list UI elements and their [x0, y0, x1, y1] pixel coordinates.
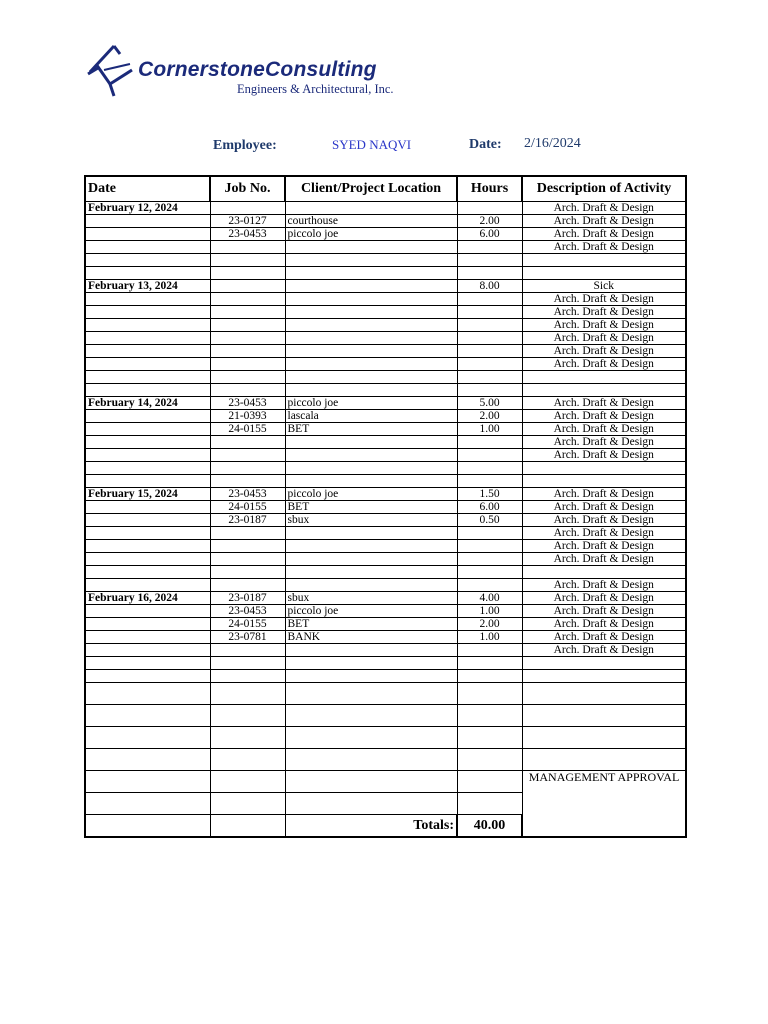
row-date [85, 215, 210, 228]
row-hours [457, 553, 522, 566]
row-client-location: piccolo joe [285, 397, 457, 410]
row-client-location [285, 436, 457, 449]
row-hours [457, 449, 522, 462]
table-row [85, 254, 686, 267]
row-date [85, 436, 210, 449]
row-job-no: 24-0155 [210, 423, 285, 436]
row-description [522, 475, 686, 488]
row-description: Arch. Draft & Design [522, 514, 686, 527]
row-hours [457, 293, 522, 306]
row-hours: 8.00 [457, 280, 522, 293]
row-client-location: piccolo joe [285, 488, 457, 501]
row-date [85, 332, 210, 345]
row-date [85, 384, 210, 397]
row-date [85, 241, 210, 254]
row-description: Arch. Draft & Design [522, 501, 686, 514]
row-hours [457, 436, 522, 449]
row-hours: 6.00 [457, 228, 522, 241]
row-description: Arch. Draft & Design [522, 527, 686, 540]
table-row [85, 540, 686, 553]
row-date [85, 267, 210, 280]
date-label: Date: [469, 137, 502, 152]
timesheet-table [84, 175, 687, 838]
row-description [522, 670, 686, 683]
row-hours [457, 475, 522, 488]
table-row [85, 501, 686, 514]
blank-row [85, 727, 686, 749]
row-hours [457, 579, 522, 592]
row-hours [457, 306, 522, 319]
table-row [85, 202, 686, 215]
table-row [85, 631, 686, 644]
col-header-job-no: Job No. [210, 176, 285, 202]
table-row [85, 592, 686, 605]
row-job-no [210, 475, 285, 488]
row-hours [457, 566, 522, 579]
employee-label: Employee: [213, 138, 277, 153]
row-client-location: lascala [285, 410, 457, 423]
row-job-no [210, 449, 285, 462]
date-value: 2/16/2024 [524, 136, 581, 151]
row-client-location [285, 241, 457, 254]
row-description: Arch. Draft & Design [522, 488, 686, 501]
row-description: Arch. Draft & Design [522, 423, 686, 436]
col-header-description: Description of Activity [522, 176, 686, 202]
row-description: Arch. Draft & Design [522, 540, 686, 553]
table-row [85, 657, 686, 670]
row-job-no [210, 371, 285, 384]
table-row [85, 306, 686, 319]
row-job-no [210, 202, 285, 215]
row-job-no: 23-0453 [210, 488, 285, 501]
row-description [522, 267, 686, 280]
timesheet-body [85, 202, 686, 683]
row-client-location: courthouse [285, 215, 457, 228]
row-hours [457, 332, 522, 345]
row-description [522, 566, 686, 579]
row-hours: 0.50 [457, 514, 522, 527]
row-date [85, 618, 210, 631]
row-date [85, 371, 210, 384]
table-row [85, 579, 686, 592]
row-hours: 6.00 [457, 501, 522, 514]
table-row [85, 267, 686, 280]
row-client-location [285, 644, 457, 657]
row-date [85, 254, 210, 267]
blank-row [85, 749, 686, 771]
row-hours: 1.00 [457, 423, 522, 436]
row-date [85, 449, 210, 462]
table-row [85, 605, 686, 618]
row-date: February 16, 2024 [85, 592, 210, 605]
row-job-no: 24-0155 [210, 618, 285, 631]
row-hours: 2.00 [457, 618, 522, 631]
row-date [85, 527, 210, 540]
row-date [85, 293, 210, 306]
row-job-no [210, 319, 285, 332]
row-date [85, 514, 210, 527]
table-row [85, 410, 686, 423]
row-job-no [210, 436, 285, 449]
blank-row [85, 705, 686, 727]
totals-value: 40.00 [457, 815, 522, 838]
row-job-no: 23-0453 [210, 228, 285, 241]
cornerstone-logo-icon [84, 40, 144, 100]
row-hours [457, 345, 522, 358]
table-row [85, 449, 686, 462]
table-row [85, 514, 686, 527]
row-hours [457, 371, 522, 384]
row-date: February 15, 2024 [85, 488, 210, 501]
row-client-location [285, 566, 457, 579]
row-description: Arch. Draft & Design [522, 319, 686, 332]
row-client-location: BET [285, 618, 457, 631]
row-job-no: 23-0187 [210, 514, 285, 527]
row-description: Arch. Draft & Design [522, 436, 686, 449]
row-date [85, 358, 210, 371]
table-row [85, 553, 686, 566]
company-name: CornerstoneConsulting [138, 58, 377, 81]
row-job-no: 23-0187 [210, 592, 285, 605]
row-hours [457, 267, 522, 280]
table-row [85, 319, 686, 332]
table-row [85, 566, 686, 579]
table-row [85, 280, 686, 293]
row-hours: 2.00 [457, 410, 522, 423]
row-client-location [285, 384, 457, 397]
row-date [85, 553, 210, 566]
row-date [85, 657, 210, 670]
row-description: Arch. Draft & Design [522, 293, 686, 306]
row-description: Sick [522, 280, 686, 293]
row-date [85, 228, 210, 241]
row-description [522, 462, 686, 475]
row-date [85, 306, 210, 319]
row-client-location: piccolo joe [285, 228, 457, 241]
totals-label: Totals: [285, 815, 457, 838]
row-hours [457, 202, 522, 215]
employee-name: SYED NAQVI [332, 137, 412, 152]
row-description: Arch. Draft & Design [522, 631, 686, 644]
row-date [85, 540, 210, 553]
row-date [85, 475, 210, 488]
col-header-hours: Hours [457, 176, 522, 202]
row-date [85, 605, 210, 618]
row-hours: 1.50 [457, 488, 522, 501]
row-job-no [210, 332, 285, 345]
blank-row [85, 683, 686, 705]
row-hours [457, 657, 522, 670]
row-date [85, 423, 210, 436]
row-date [85, 579, 210, 592]
row-client-location [285, 332, 457, 345]
row-client-location [285, 202, 457, 215]
row-client-location [285, 345, 457, 358]
blank-row [85, 771, 686, 793]
table-row [85, 397, 686, 410]
row-client-location [285, 293, 457, 306]
row-job-no [210, 254, 285, 267]
row-job-no [210, 579, 285, 592]
row-description: Arch. Draft & Design [522, 241, 686, 254]
row-hours [457, 241, 522, 254]
table-row [85, 618, 686, 631]
table-row [85, 670, 686, 683]
row-hours: 4.00 [457, 592, 522, 605]
table-row [85, 358, 686, 371]
table-row [85, 215, 686, 228]
table-row [85, 423, 686, 436]
row-hours [457, 527, 522, 540]
row-date [85, 319, 210, 332]
row-description: Arch. Draft & Design [522, 202, 686, 215]
row-date [85, 631, 210, 644]
row-job-no: 23-0781 [210, 631, 285, 644]
row-description [522, 371, 686, 384]
row-client-location [285, 371, 457, 384]
row-job-no [210, 566, 285, 579]
row-description: Arch. Draft & Design [522, 397, 686, 410]
row-date: February 12, 2024 [85, 202, 210, 215]
company-subtitle: Engineers & Architectural, Inc. [237, 82, 394, 96]
row-description: Arch. Draft & Design [522, 228, 686, 241]
row-description: Arch. Draft & Design [522, 553, 686, 566]
table-row [85, 488, 686, 501]
row-job-no: 24-0155 [210, 501, 285, 514]
row-job-no [210, 670, 285, 683]
row-client-location [285, 579, 457, 592]
row-date [85, 644, 210, 657]
row-client-location [285, 670, 457, 683]
row-client-location: BET [285, 423, 457, 436]
table-row [85, 436, 686, 449]
row-hours [457, 462, 522, 475]
timesheet-tail [85, 683, 686, 838]
row-description: Arch. Draft & Design [522, 605, 686, 618]
row-date [85, 501, 210, 514]
row-job-no [210, 540, 285, 553]
row-hours: 1.00 [457, 605, 522, 618]
row-client-location [285, 280, 457, 293]
table-row [85, 228, 686, 241]
row-job-no: 23-0127 [210, 215, 285, 228]
row-date [85, 670, 210, 683]
table-row [85, 462, 686, 475]
table-row [85, 527, 686, 540]
row-hours [457, 384, 522, 397]
row-job-no [210, 306, 285, 319]
row-description: Arch. Draft & Design [522, 618, 686, 631]
row-job-no [210, 657, 285, 670]
row-date [85, 462, 210, 475]
row-job-no [210, 293, 285, 306]
table-row [85, 371, 686, 384]
row-client-location [285, 267, 457, 280]
row-client-location [285, 553, 457, 566]
row-description [522, 384, 686, 397]
row-description: Arch. Draft & Design [522, 579, 686, 592]
row-description: Arch. Draft & Design [522, 215, 686, 228]
row-job-no [210, 527, 285, 540]
row-hours: 5.00 [457, 397, 522, 410]
row-hours [457, 254, 522, 267]
table-row [85, 345, 686, 358]
row-job-no: 21-0393 [210, 410, 285, 423]
row-hours [457, 358, 522, 371]
row-hours [457, 670, 522, 683]
row-hours: 2.00 [457, 215, 522, 228]
row-job-no [210, 384, 285, 397]
row-client-location [285, 254, 457, 267]
row-client-location [285, 319, 457, 332]
col-header-date: Date [85, 176, 210, 202]
row-job-no [210, 644, 285, 657]
row-hours [457, 644, 522, 657]
row-date [85, 345, 210, 358]
row-date: February 14, 2024 [85, 397, 210, 410]
row-client-location [285, 475, 457, 488]
row-client-location: sbux [285, 514, 457, 527]
table-row [85, 384, 686, 397]
table-row [85, 241, 686, 254]
row-client-location [285, 540, 457, 553]
row-job-no [210, 553, 285, 566]
row-client-location: BANK [285, 631, 457, 644]
row-job-no: 23-0453 [210, 397, 285, 410]
row-client-location: piccolo joe [285, 605, 457, 618]
row-description: Arch. Draft & Design [522, 345, 686, 358]
row-hours [457, 540, 522, 553]
col-header-client-location: Client/Project Location [285, 176, 457, 202]
row-client-location [285, 358, 457, 371]
row-date [85, 566, 210, 579]
row-hours [457, 319, 522, 332]
row-client-location [285, 449, 457, 462]
row-client-location [285, 657, 457, 670]
row-client-location [285, 527, 457, 540]
table-row [85, 475, 686, 488]
row-job-no [210, 345, 285, 358]
row-client-location [285, 306, 457, 319]
table-row [85, 332, 686, 345]
row-client-location [285, 462, 457, 475]
row-job-no [210, 462, 285, 475]
management-approval-box: MANAGEMENT APPROVAL [522, 771, 686, 838]
row-description: Arch. Draft & Design [522, 306, 686, 319]
row-description [522, 254, 686, 267]
row-description: Arch. Draft & Design [522, 410, 686, 423]
row-job-no [210, 280, 285, 293]
table-row [85, 644, 686, 657]
table-row [85, 293, 686, 306]
table-header-row [85, 176, 686, 202]
row-date [85, 410, 210, 423]
row-description: Arch. Draft & Design [522, 644, 686, 657]
row-hours: 1.00 [457, 631, 522, 644]
row-description: Arch. Draft & Design [522, 592, 686, 605]
row-date: February 13, 2024 [85, 280, 210, 293]
row-description: Arch. Draft & Design [522, 449, 686, 462]
row-job-no [210, 358, 285, 371]
row-job-no: 23-0453 [210, 605, 285, 618]
row-job-no [210, 267, 285, 280]
row-description [522, 657, 686, 670]
row-client-location: BET [285, 501, 457, 514]
row-client-location: sbux [285, 592, 457, 605]
row-description: Arch. Draft & Design [522, 358, 686, 371]
row-job-no [210, 241, 285, 254]
row-description: Arch. Draft & Design [522, 332, 686, 345]
